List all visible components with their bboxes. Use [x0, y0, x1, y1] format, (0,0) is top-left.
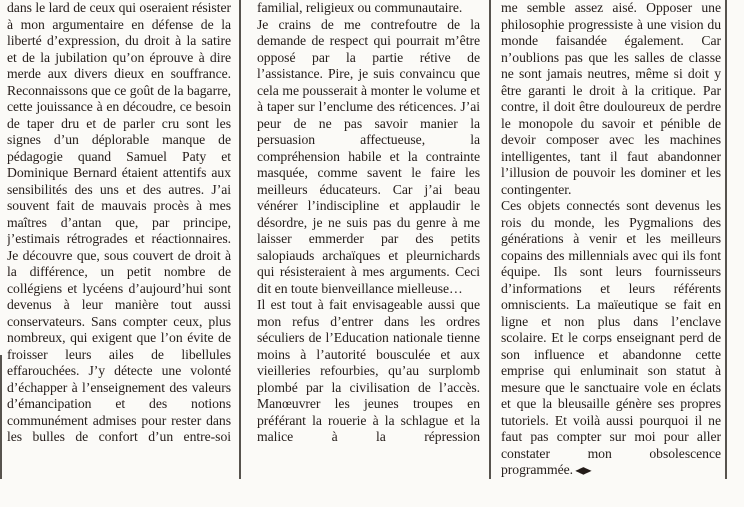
text-column-2 [257, 0, 480, 494]
column-rule-2 [489, 0, 491, 479]
text-column-3 [501, 0, 721, 494]
column-rule-left-edge [0, 355, 2, 479]
column-rule-right-edge [725, 0, 727, 479]
paragraph [501, 198, 721, 479]
end-of-article-icon: ◆ [575, 464, 592, 476]
paragraph: me semble assez aisé. Opposer une philosophie progressiste à une vision du monde faisandée également. Car n’oublions pas que les salles de classe ne sont jamais neutres, même si doit y être garanti le droit à la critique. Par contre, il doit être douloureux de perdre le monopole du savoir et pénible de devoir composer avec les machines intelligentes, tant il faut abandonner l’illusion de pouvoir les dominer et les contingenter. [501, 0, 721, 197]
paragraph: Il est tout à fait envisageable aussi que mon refus d’entrer dans les ordres séculiers de l’Education nationale tienne moins à l’autorité bousculée et aux vieilleries refourbies, qu’au surplomb plombé par la civilisation de l’accès. Manœuvrer les jeunes troupes en préférant la rouerie à la schlague et la malice à la répression [257, 297, 480, 444]
paragraph: dans le lard de ceux qui oseraient résister à mon argumentaire en défense de la liberté d’expression, du droit à la satire et de la jubilation qu’on éprouve à dire merde aux divers dieux en souffrance. Reconnaissons que ce goût de la bagarre, cette jouissance à en découdre, ce besoin de taper dru et de parler cru sont les signes d’un déplorable manque de pédagogie quand Samuel Paty et Dominique Bernard étaient attentifs aux sensibilités des uns et des autres. J’ai souvent fait de mauvais procès à mes maîtres d’antan que, par principe, j’estimais rétrogrades et réactionnaires. Je découvre que, sous couvert de droit à la différence, un petit nombre de collégiens et lycéens d’aujourd’hui sont devenus à leur manière tout aussi conservateurs. Sans compter ceux, plus nombreux, qui exigent que l’on évite de froisser leurs ailes de libellules effarouchées. J’y détecte une volonté d’échapper à l’enseignement des valeurs d’émancipation et des notions communément admises pour rester dans les bulles de confort d’un entre-soi [7, 0, 231, 444]
paragraph: familial, religieux ou communautaire. [257, 0, 463, 15]
paragraph: Je crains de me contrefoutre de la demande de respect qui pourrait m’être opposé par la partie rétive de l’assistance. Pire, je suis convaincu que cela me pousserait à monter le volume et à taper sur l’enclume des réticences. J’ai peur de ne pas savoir manier la persuasion affectueuse, la compréhension habile et la contrainte masquée, comme savent le faire les meilleurs éducateurs. Car j’ai beau vénérer l’indiscipline et applaudir le désordre, je ne suis pas du genre à me laisser emmerder par des petits salopiauds archaïques et pleurnichards qui résisteraient à mes arguments. Ceci dit en toute bienveillance mielleuse… [257, 16, 480, 296]
paragraph-text: Ces objets connectés sont devenus les rois du monde, les Pygmalions des générations à venir et les meilleurs copains des millennials avec qui ils font équipe. Ils sont leurs fournisseurs d’informations et leurs référents omniscients. La maïeutique se fait en ligne et non plus dans l’enclave scolaire. Et le corps enseignant perd de son influence et abandonne cette emprise qui enluminait son statut à mesure que le sanctuaire vole en éclats et que la bleusaille génère ses propres tutoriels. Et voilà aussi pourquoi il ne faut pas compter sur moi pour aller constater mon obsolescence programmée. [501, 198, 721, 477]
column-rule-1 [239, 0, 241, 479]
text-column-1 [7, 0, 231, 494]
